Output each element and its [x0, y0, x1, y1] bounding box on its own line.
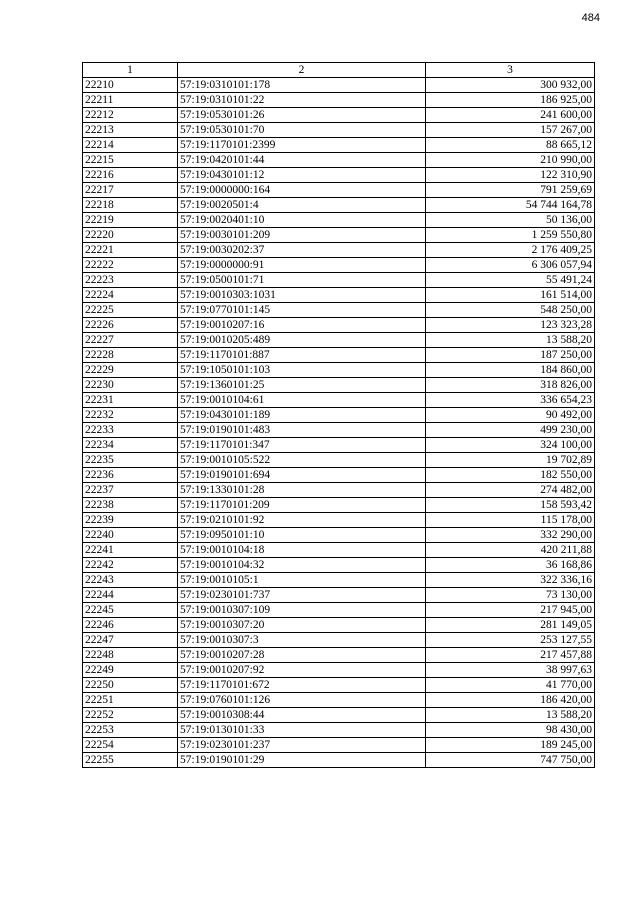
table-row: [83, 198, 595, 213]
row-number-cell: 22245: [83, 603, 178, 618]
table-row: [83, 108, 595, 123]
cadastral-number-cell: 57:19:0010207:92: [178, 663, 426, 678]
cadastral-value-cell: 1 259 550,80: [426, 228, 595, 243]
cadastral-number-cell: 57:19:0190101:694: [178, 468, 426, 483]
cadastral-value-cell: 420 211,88: [426, 543, 595, 558]
row-number-cell: 22233: [83, 423, 178, 438]
cadastral-number-cell: 57:19:0000000:91: [178, 258, 426, 273]
row-number-cell: 22239: [83, 513, 178, 528]
cadastral-value-cell: 161 514,00: [426, 288, 595, 303]
row-number-cell: 22222: [83, 258, 178, 273]
table-row: [83, 498, 595, 513]
cadastral-value-cell: 184 860,00: [426, 363, 595, 378]
table-row: [83, 93, 595, 108]
cadastral-value-cell: 210 990,00: [426, 153, 595, 168]
row-number-cell: 22223: [83, 273, 178, 288]
cadastral-value-cell: 36 168,86: [426, 558, 595, 573]
row-number-cell: 22255: [83, 753, 178, 768]
table-row: [83, 333, 595, 348]
row-number-cell: 22242: [83, 558, 178, 573]
cadastral-value-cell: 548 250,00: [426, 303, 595, 318]
row-number-cell: 22236: [83, 468, 178, 483]
table-row: [83, 513, 595, 528]
cadastral-number-cell: 57:19:1360101:25: [178, 378, 426, 393]
row-number-cell: 22219: [83, 213, 178, 228]
table-body: [83, 78, 595, 768]
row-number-cell: 22249: [83, 663, 178, 678]
cadastral-value-cell: 158 593,42: [426, 498, 595, 513]
row-number-cell: 22226: [83, 318, 178, 333]
cadastral-value-cell: 186 925,00: [426, 93, 595, 108]
cadastral-number-cell: 57:19:1170101:672: [178, 678, 426, 693]
table-row: [83, 288, 595, 303]
row-number-cell: 22248: [83, 648, 178, 663]
row-number-cell: 22211: [83, 93, 178, 108]
cadastral-number-cell: 57:19:0010207:28: [178, 648, 426, 663]
table-row: [83, 588, 595, 603]
cadastral-number-cell: 57:19:0010307:3: [178, 633, 426, 648]
row-number-cell: 22254: [83, 738, 178, 753]
cadastral-number-cell: 57:19:0010308:44: [178, 708, 426, 723]
table-row: [83, 723, 595, 738]
row-number-cell: 22229: [83, 363, 178, 378]
cadastral-number-cell: 57:19:0210101:92: [178, 513, 426, 528]
cadastral-number-cell: 57:19:0010307:20: [178, 618, 426, 633]
cadastral-value-cell: 88 665,12: [426, 138, 595, 153]
cadastral-value-cell: 324 100,00: [426, 438, 595, 453]
row-number-cell: 22210: [83, 78, 178, 93]
cadastral-number-cell: 57:19:0010307:109: [178, 603, 426, 618]
cadastral-value-cell: 300 932,00: [426, 78, 595, 93]
cadastral-number-cell: 57:19:1050101:103: [178, 363, 426, 378]
cadastral-value-cell: 336 654,23: [426, 393, 595, 408]
table-row: [83, 183, 595, 198]
cadastral-value-cell: 182 550,00: [426, 468, 595, 483]
cadastral-number-cell: 57:19:0020501:4: [178, 198, 426, 213]
cadastral-number-cell: 57:19:0530101:70: [178, 123, 426, 138]
row-number-cell: 22214: [83, 138, 178, 153]
cadastral-value-cell: 281 149,05: [426, 618, 595, 633]
cadastral-number-cell: 57:19:0770101:145: [178, 303, 426, 318]
cadastral-number-cell: 57:19:0190101:483: [178, 423, 426, 438]
cadastral-number-cell: 57:19:0530101:26: [178, 108, 426, 123]
table-row: [83, 408, 595, 423]
cadastral-value-cell: 122 310,90: [426, 168, 595, 183]
cadastral-number-cell: 57:19:1170101:2399: [178, 138, 426, 153]
cadastral-number-cell: 57:19:0190101:29: [178, 753, 426, 768]
table-row: [83, 468, 595, 483]
cadastral-number-cell: 57:19:0010105:1: [178, 573, 426, 588]
cadastral-number-cell: 57:19:1170101:347: [178, 438, 426, 453]
cadastral-value-cell: 241 600,00: [426, 108, 595, 123]
table-row: [83, 273, 595, 288]
cadastral-value-cell: 90 492,00: [426, 408, 595, 423]
cadastral-number-cell: 57:19:0020401:10: [178, 213, 426, 228]
cadastral-value-cell: 41 770,00: [426, 678, 595, 693]
row-number-cell: 22252: [83, 708, 178, 723]
cadastral-value-cell: 98 430,00: [426, 723, 595, 738]
row-number-cell: 22225: [83, 303, 178, 318]
row-number-cell: 22232: [83, 408, 178, 423]
row-number-cell: 22234: [83, 438, 178, 453]
row-number-cell: 22235: [83, 453, 178, 468]
row-number-cell: 22215: [83, 153, 178, 168]
cadastral-number-cell: 57:19:0010104:32: [178, 558, 426, 573]
cadastral-number-cell: 57:19:1170101:209: [178, 498, 426, 513]
row-number-cell: 22244: [83, 588, 178, 603]
row-number-cell: 22241: [83, 543, 178, 558]
row-number-cell: 22231: [83, 393, 178, 408]
cadastral-number-cell: 57:19:0310101:22: [178, 93, 426, 108]
row-number-cell: 22247: [83, 633, 178, 648]
cadastral-number-cell: 57:19:0010104:61: [178, 393, 426, 408]
row-number-cell: 22250: [83, 678, 178, 693]
column-header-3: 3: [426, 63, 595, 78]
cadastral-number-cell: 57:19:0010105:522: [178, 453, 426, 468]
row-number-cell: 22246: [83, 618, 178, 633]
row-number-cell: 22240: [83, 528, 178, 543]
cadastral-number-cell: 57:19:0430101:12: [178, 168, 426, 183]
cadastral-number-cell: 57:19:0030202:37: [178, 243, 426, 258]
cadastral-value-cell: 38 997,63: [426, 663, 595, 678]
table-row: [83, 603, 595, 618]
table-row: [83, 453, 595, 468]
cadastral-number-cell: 57:19:0000000:164: [178, 183, 426, 198]
table-row: [83, 153, 595, 168]
table-row: [83, 393, 595, 408]
cadastral-number-cell: 57:19:0500101:71: [178, 273, 426, 288]
table-row: [83, 708, 595, 723]
cadastral-value-cell: 332 290,00: [426, 528, 595, 543]
table-row: [83, 483, 595, 498]
cadastral-number-cell: 57:19:0230101:237: [178, 738, 426, 753]
row-number-cell: 22213: [83, 123, 178, 138]
cadastral-value-cell: 189 245,00: [426, 738, 595, 753]
table-row: [83, 633, 595, 648]
row-number-cell: 22228: [83, 348, 178, 363]
cadastral-value-cell: 73 130,00: [426, 588, 595, 603]
table-row: [83, 303, 595, 318]
cadastral-number-cell: 57:19:0310101:178: [178, 78, 426, 93]
cadastral-value-cell: 157 267,00: [426, 123, 595, 138]
row-number-cell: 22230: [83, 378, 178, 393]
cadastral-number-cell: 57:19:0030101:209: [178, 228, 426, 243]
row-number-cell: 22243: [83, 573, 178, 588]
table-row: [83, 78, 595, 93]
cadastral-value-cell: 217 457,88: [426, 648, 595, 663]
cadastral-value-cell: 55 491,24: [426, 273, 595, 288]
cadastral-value-cell: 217 945,00: [426, 603, 595, 618]
row-number-cell: 22251: [83, 693, 178, 708]
cadastral-value-cell: 747 750,00: [426, 753, 595, 768]
row-number-cell: 22218: [83, 198, 178, 213]
table-row: [83, 348, 595, 363]
row-number-cell: 22227: [83, 333, 178, 348]
cadastral-value-cell: 13 588,20: [426, 708, 595, 723]
cadastral-number-cell: 57:19:0010205:489: [178, 333, 426, 348]
row-number-cell: 22221: [83, 243, 178, 258]
cadastral-value-cell: 253 127,55: [426, 633, 595, 648]
cadastral-value-cell: 54 744 164,78: [426, 198, 595, 213]
row-number-cell: 22237: [83, 483, 178, 498]
table-row: [83, 558, 595, 573]
cadastral-number-cell: 57:19:0010207:16: [178, 318, 426, 333]
cadastral-number-cell: 57:19:1330101:28: [178, 483, 426, 498]
cadastral-number-cell: 57:19:0130101:33: [178, 723, 426, 738]
table-row: [83, 243, 595, 258]
table-row: [83, 753, 595, 768]
table-row: [83, 528, 595, 543]
cadastral-value-cell: 13 588,20: [426, 333, 595, 348]
page-number: 484: [581, 12, 600, 24]
table-row: [83, 363, 595, 378]
table-row: [83, 423, 595, 438]
table-row: [83, 693, 595, 708]
table-header-row: [83, 63, 595, 78]
cadastral-value-cell: 274 482,00: [426, 483, 595, 498]
cadastral-value-cell: 499 230,00: [426, 423, 595, 438]
cadastral-value-cell: 115 178,00: [426, 513, 595, 528]
table-row: [83, 663, 595, 678]
column-header-1: 1: [83, 63, 178, 78]
cadastral-value-cell: 6 306 057,94: [426, 258, 595, 273]
column-header-2: 2: [178, 63, 426, 78]
cadastral-value-cell: 322 336,16: [426, 573, 595, 588]
table-row: [83, 678, 595, 693]
table-row: [83, 438, 595, 453]
table-row: [83, 618, 595, 633]
cadastral-value-table: [82, 62, 595, 768]
table-row: [83, 543, 595, 558]
row-number-cell: 22238: [83, 498, 178, 513]
table-row: [83, 123, 595, 138]
cadastral-value-cell: 318 826,00: [426, 378, 595, 393]
table-row: [83, 318, 595, 333]
row-number-cell: 22253: [83, 723, 178, 738]
cadastral-number-cell: 57:19:0760101:126: [178, 693, 426, 708]
cadastral-number-cell: 57:19:0010104:18: [178, 543, 426, 558]
cadastral-number-cell: 57:19:0010303:1031: [178, 288, 426, 303]
table-row: [83, 258, 595, 273]
table-row: [83, 138, 595, 153]
row-number-cell: 22212: [83, 108, 178, 123]
table-row: [83, 648, 595, 663]
row-number-cell: 22216: [83, 168, 178, 183]
cadastral-number-cell: 57:19:0950101:10: [178, 528, 426, 543]
cadastral-value-cell: 2 176 409,25: [426, 243, 595, 258]
row-number-cell: 22224: [83, 288, 178, 303]
cadastral-value-cell: 791 259,69: [426, 183, 595, 198]
table-row: [83, 738, 595, 753]
table-row: [83, 213, 595, 228]
cadastral-value-cell: 19 702,89: [426, 453, 595, 468]
table-row: [83, 228, 595, 243]
cadastral-value-cell: 187 250,00: [426, 348, 595, 363]
cadastral-number-cell: 57:19:0230101:737: [178, 588, 426, 603]
cadastral-number-cell: 57:19:1170101:887: [178, 348, 426, 363]
table-row: [83, 378, 595, 393]
cadastral-value-cell: 50 136,00: [426, 213, 595, 228]
cadastral-number-cell: 57:19:0420101:44: [178, 153, 426, 168]
cadastral-number-cell: 57:19:0430101:189: [178, 408, 426, 423]
table-row: [83, 573, 595, 588]
row-number-cell: 22220: [83, 228, 178, 243]
row-number-cell: 22217: [83, 183, 178, 198]
cadastral-value-cell: 186 420,00: [426, 693, 595, 708]
table-row: [83, 168, 595, 183]
cadastral-value-cell: 123 323,28: [426, 318, 595, 333]
